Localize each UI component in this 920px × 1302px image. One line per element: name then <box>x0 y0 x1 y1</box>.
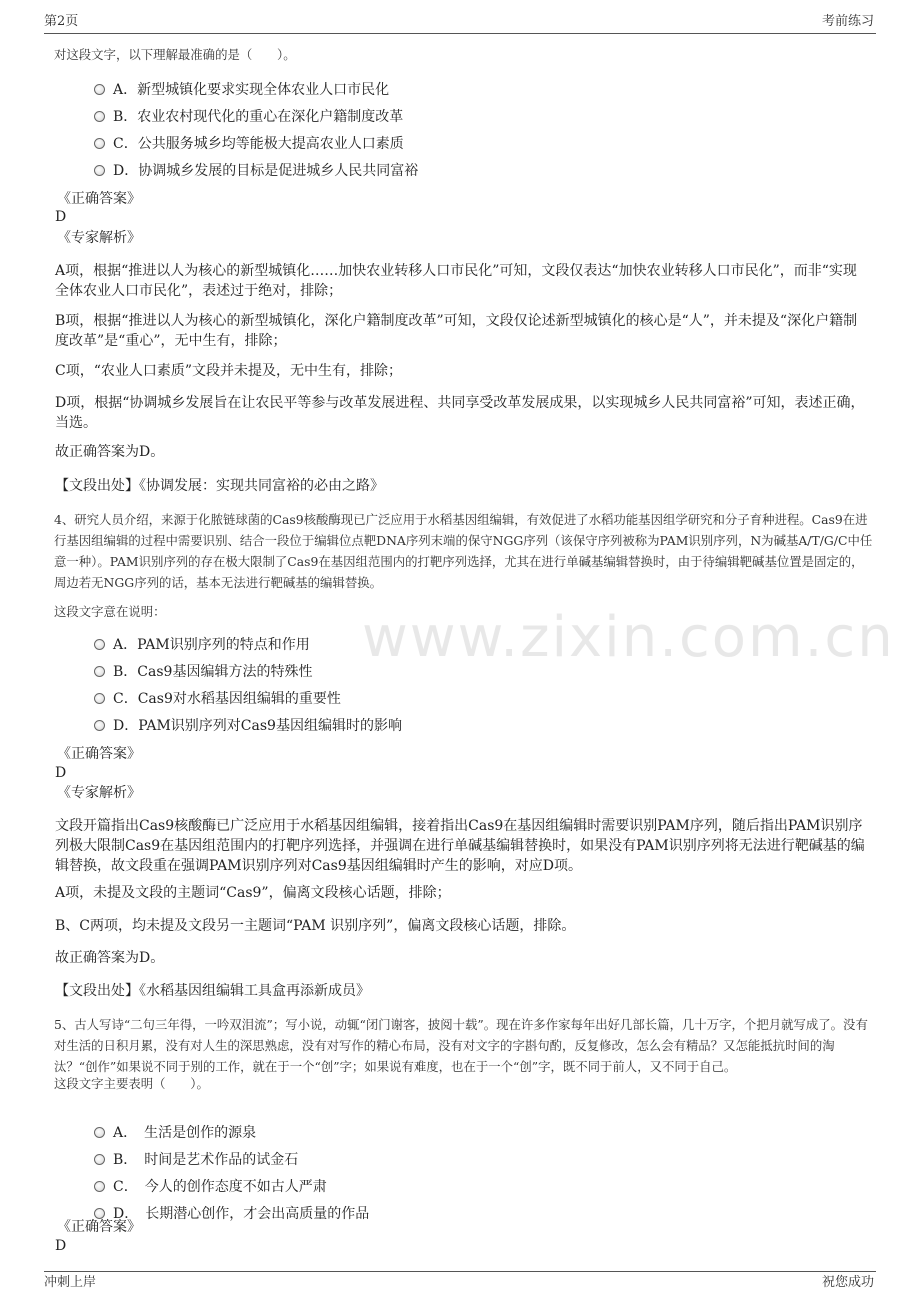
radio-icon[interactable] <box>94 639 105 650</box>
option-label: D．PAM识别序列对Cas9基因组编辑时的影响 <box>113 718 402 734</box>
radio-icon[interactable] <box>94 1154 105 1165</box>
radio-icon[interactable] <box>94 111 105 122</box>
q4-prompt: 这段文字意在说明： <box>54 604 166 619</box>
option-label: C．Cas9对水稻基因组编辑的重要性 <box>113 691 341 707</box>
q4-answer: D <box>55 765 67 781</box>
option-label: B． 时间是艺术作品的试金石 <box>113 1152 299 1168</box>
radio-icon[interactable] <box>94 1127 105 1138</box>
option-label: A．PAM识别序列的特点和作用 <box>113 637 310 653</box>
option-label: C． 今人的创作态度不如古人严肃 <box>113 1179 327 1195</box>
page-number: 第2页 <box>44 14 79 29</box>
q3-prompt: 对这段文字，以下理解最准确的是（ ）。 <box>54 47 296 62</box>
q5-passage: 5、古人写诗“二句三年得，一吟双泪流”；写小说，动辄“闭门谢客，披阅十载”。现在许多作家每年出好几部长篇，几十万字，个把月就写成了。没有对生活的日积月累，没有对人生的深思熟虑，没有对写作的精心布局，没有对文字的字斟句酌，反复修改，怎么会有精品？又怎能抵抗时间的淘汰？“创作”如果说不同于别的工作，就在于一个“创”字；如果说有难度，也在于一个“创”字，既不同于前人，又不同于自己。 <box>54 1017 868 1074</box>
option-label: C．公共服务城乡均等能极大提高农业人口素质 <box>113 136 404 152</box>
q3-conclusion: 故正确答案为D。 <box>55 444 165 460</box>
q5-answer-label: 《正确答案》 <box>57 1219 141 1235</box>
radio-icon[interactable] <box>94 720 105 731</box>
footer-right-label: 祝您成功 <box>821 1275 874 1290</box>
radio-icon[interactable] <box>94 1181 105 1192</box>
q3-analysis-b: B项，根据“推进以人为核心的新型城镇化，深化户籍制度改革”可知，文段仅论述新型城镇化的核心是“人”，并未提及“深化户籍制度改革”是“重心”，无中生有，排除； <box>55 313 858 349</box>
radio-icon[interactable] <box>94 693 105 704</box>
radio-icon[interactable] <box>94 138 105 149</box>
q4-passage: 4、研究人员介绍，来源于化脓链球菌的Cas9核酸酶现已广泛应用于水稻基因组编辑，有效促进了水稻功能基因组学研究和分子育种进程。Cas9在进行基因组编辑的过程中需要识别、结合一段位于编辑位点靶DNA序列末端的保守NGG序列（该保守序列被称为PAM识别序列，N为碱基A/T/G/C中任意一种）。PAM识别序列的存在极大限制了Cas9在基因组范围内的打靶序列选择，尤其在进行单碱基编辑替换时，由于待编辑靶碱基位置是固定的，周边若无NGG序列的话，基本无法进行靶碱基的编辑替换。 <box>54 512 873 590</box>
radio-icon[interactable] <box>94 84 105 95</box>
q3-source: 【文段出处】《协调发展：实现共同富裕的必由之路》 <box>55 478 384 494</box>
option-label: B．农业农村现代化的重心在深化户籍制度改革 <box>113 109 404 125</box>
header-label: 考前练习 <box>821 14 874 29</box>
option-label: D． 长期潜心创作，才会出高质量的作品 <box>113 1206 370 1222</box>
q3-analysis-c: C项，“农业人口素质”文段并未提及，无中生有，排除； <box>55 363 403 379</box>
q4-analysis-a: A项，未提及文段的主题词“Cas9”，偏离文段核心话题，排除； <box>55 885 451 901</box>
option-label: A．新型城镇化要求实现全体农业人口市民化 <box>113 82 390 98</box>
q3-analysis-a: A项，根据“推进以人为核心的新型城镇化……加快农业转移人口市民化”可知，文段仅表达“加快农业转移人口市民化”，而非“实现全体农业人口市民化”，表述过于绝对，排除； <box>55 263 857 299</box>
q4-answer-label: 《正确答案》 <box>57 746 141 762</box>
footer-divider <box>44 1271 876 1272</box>
radio-icon[interactable] <box>94 666 105 677</box>
option-label: D．协调城乡发展的目标是促进城乡人民共同富裕 <box>113 163 419 179</box>
q4-source: 【文段出处】《水稻基因组编辑工具盒再添新成员》 <box>55 983 370 999</box>
q5-prompt: 这段文字主要表明（ ）。 <box>54 1076 209 1091</box>
option-label: A． 生活是创作的源泉 <box>113 1125 257 1141</box>
q4-analysis-label: 《专家解析》 <box>57 785 141 801</box>
q5-answer: D <box>55 1238 67 1254</box>
header-divider <box>44 33 876 34</box>
q4-analysis-main: 文段开篇指出Cas9核酸酶已广泛应用于水稻基因组编辑，接着指出Cas9在基因组编辑时需要识别PAM序列，随后指出PAM识别序列极大限制Cas9在基因组范围内的打靶序列选择，并强调在进行单碱基编辑替换时，如果没有PAM识别序列将无法进行靶碱基的编辑替换，故文段重在强调PAM识别序列对Cas9基因组编辑时产生的影响，对应D项。 <box>55 818 865 874</box>
q4-analysis-bc: B、C两项，均未提及文段另一主题词“PAM 识别序列”，偏离文段核心话题，排除。 <box>55 918 576 934</box>
q3-answer: D <box>55 209 67 225</box>
q3-analysis-d: D项，根据“协调城乡发展旨在让农民平等参与改革发展进程、共同享受改革发展成果，以实现城乡人民共同富裕”可知，表述正确，当选。 <box>55 395 865 431</box>
q3-analysis-label: 《专家解析》 <box>57 230 141 246</box>
radio-icon[interactable] <box>94 165 105 176</box>
footer-left-label: 冲刺上岸 <box>44 1275 97 1290</box>
q3-answer-label: 《正确答案》 <box>57 191 141 207</box>
option-label: B．Cas9基因编辑方法的特殊性 <box>113 664 313 680</box>
q4-conclusion: 故正确答案为D。 <box>55 950 165 966</box>
watermark: www.zixin.com.cn <box>362 605 895 670</box>
